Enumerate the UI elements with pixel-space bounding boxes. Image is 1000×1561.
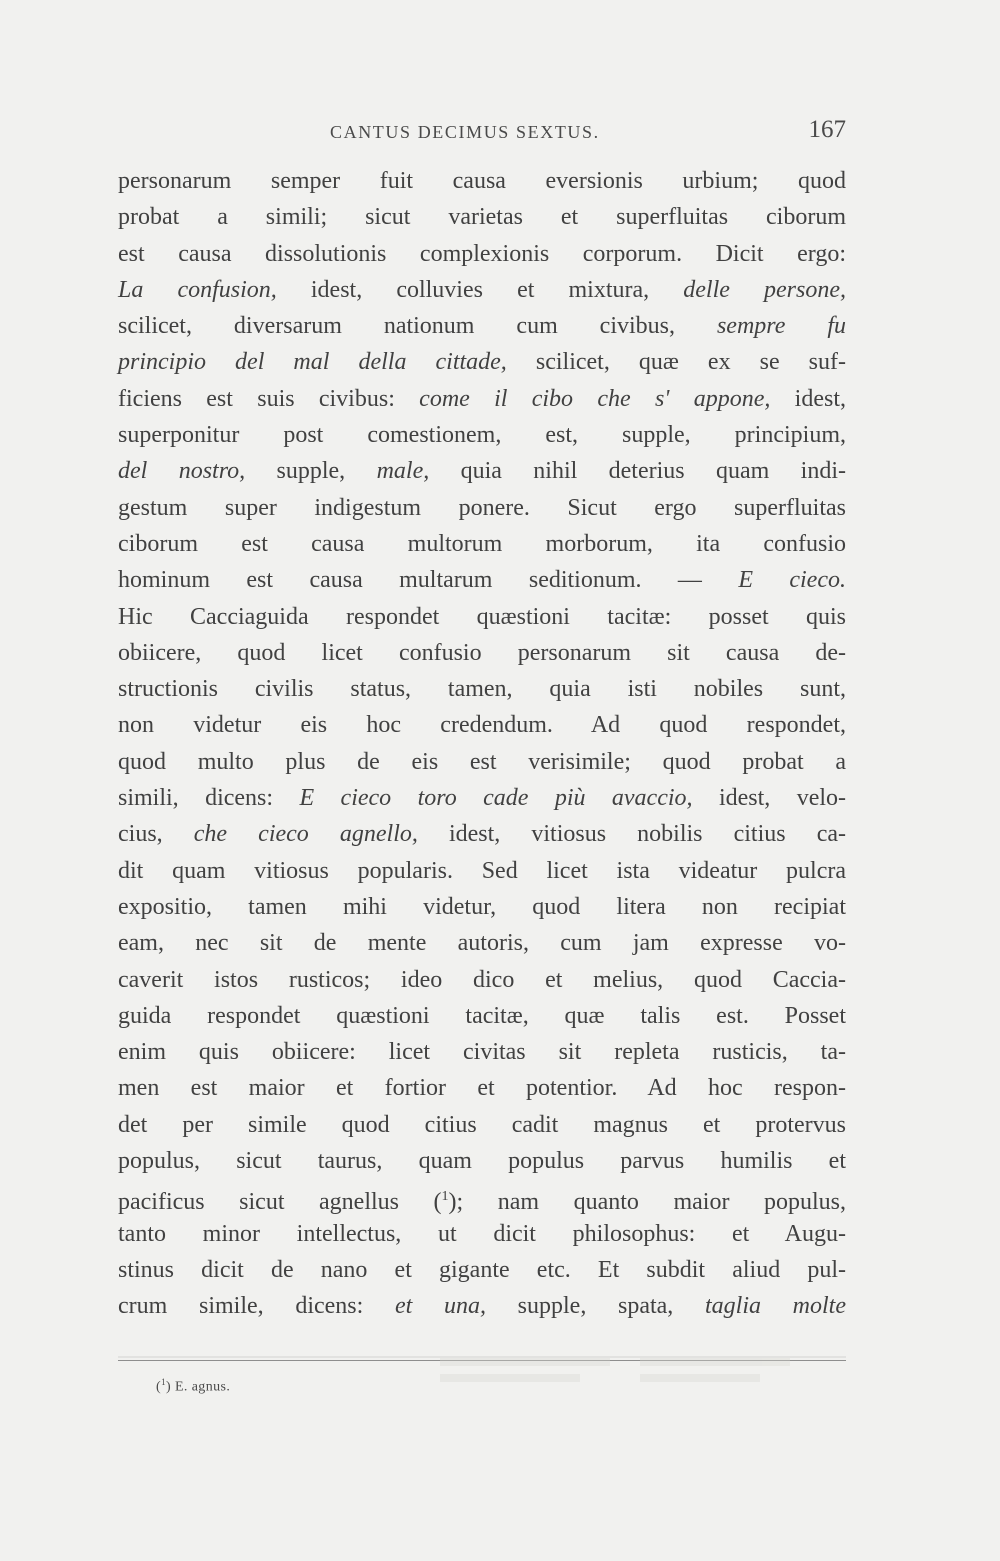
text-segment: non videtur eis hoc credendum. Ad quod respondet, xyxy=(118,712,846,739)
text-line xyxy=(118,417,846,453)
italic-quotation: delle persone, xyxy=(683,276,846,303)
italic-quotation: La confusion, xyxy=(118,276,277,303)
text-segment: pacificus sicut agnellus ( xyxy=(118,1189,442,1216)
text-line xyxy=(118,1179,846,1215)
text-segment: idest, colluvies et mixtura, xyxy=(276,276,684,303)
text-segment: populus, sicut taurus, quam populus parvus humilis et xyxy=(118,1148,846,1175)
text-segment: eam, nec sit de mente autoris, cum jam expresse vo- xyxy=(118,930,846,957)
text-segment: ciborum est causa multorum morborum, ita confusio xyxy=(118,530,846,557)
text-line xyxy=(118,816,846,852)
text-segment: guida respondet quæstioni tacitæ, quæ talis est. Posset xyxy=(118,1002,846,1029)
text-segment: quia nihil deterius quam indi- xyxy=(429,458,846,485)
text-line xyxy=(118,1252,846,1288)
text-segment: cius, xyxy=(118,821,194,848)
text-segment: stinus dicit de nano et gigante etc. Et subdit aliud pul- xyxy=(118,1256,846,1283)
text-segment: crum simile, dicens: xyxy=(118,1293,395,1320)
footnote-reference: 1 xyxy=(441,1189,449,1205)
bleed-through-text xyxy=(640,1350,820,1410)
text-line xyxy=(118,599,846,635)
text-segment: det per simile quod citius cadit magnus et protervus xyxy=(118,1111,846,1138)
text-line xyxy=(118,526,846,562)
text-line xyxy=(118,1216,846,1252)
bleed-through-text xyxy=(440,1350,620,1410)
text-line xyxy=(118,671,846,707)
text-segment: Hic Cacciaguida respondet quæstioni tacitæ: posset quis xyxy=(118,603,846,630)
footnote-marker: 1 xyxy=(161,1377,166,1387)
text-segment: gestum super indigestum ponere. Sicut ergo superfluitas xyxy=(118,494,846,521)
text-segment: scilicet, diversarum nationum cum civibus, xyxy=(118,313,717,340)
italic-quotation: E cieco toro cade più avaccio, xyxy=(299,785,693,812)
text-segment: idest, vitiosus nobilis citius ca- xyxy=(417,821,846,848)
text-line xyxy=(118,453,846,489)
text-line xyxy=(118,925,846,961)
italic-quotation: E cieco. xyxy=(738,567,846,594)
text-segment: personarum semper fuit causa eversionis urbium; quod xyxy=(118,168,846,194)
text-segment: tanto minor intellectus, ut dicit philosophus: et Augu- xyxy=(118,1220,846,1247)
footnote: ($^1$) E. agnus. xyxy=(156,1377,231,1395)
footnote-text: E. agnus. xyxy=(174,1379,231,1395)
text-line xyxy=(118,308,846,344)
text-segment: ); nam quanto maior populus, xyxy=(448,1189,846,1216)
italic-quotation: et una, xyxy=(394,1293,486,1320)
text-segment: supple, spata, xyxy=(485,1293,705,1320)
italic-quotation: come il cibo che s' appone, xyxy=(419,385,771,412)
running-head xyxy=(118,116,846,150)
text-line xyxy=(118,1143,846,1179)
text-segment: ficiens est suis civibus: xyxy=(118,385,420,412)
italic-quotation: male, xyxy=(376,458,430,485)
text-line xyxy=(118,236,846,272)
text-segment: superponitur post comestionem, est, supple, principium, xyxy=(118,422,846,449)
italic-quotation: sempre fu xyxy=(716,313,846,340)
text-line xyxy=(118,780,846,816)
text-segment: supple, xyxy=(245,458,377,485)
text-segment: probat a simili; sicut varietas et superfluitas ciborum xyxy=(118,204,846,231)
text-segment: quod multo plus de eis est verisimile; quod probat a xyxy=(118,748,846,775)
text-line xyxy=(118,1288,846,1324)
text-line xyxy=(118,1034,846,1070)
text-line xyxy=(118,635,846,671)
italic-quotation: taglia molte xyxy=(704,1293,846,1320)
text-line xyxy=(118,562,846,598)
running-title: CANTUS DECIMUS SEXTUS. xyxy=(330,122,600,142)
text-segment: est causa dissolutionis complexionis corporum. Dicit ergo: xyxy=(118,240,846,267)
text-segment: obiicere, quod licet confusio personarum sit causa de- xyxy=(118,639,846,666)
text-line xyxy=(118,853,846,889)
text-line xyxy=(118,199,846,235)
text-segment: idest, velo- xyxy=(692,785,847,812)
text-line xyxy=(118,1107,846,1143)
italic-quotation: che cieco agnello, xyxy=(193,821,418,848)
text-line xyxy=(118,381,846,417)
text-segment: idest, xyxy=(770,385,846,412)
text-line xyxy=(118,1070,846,1106)
text-segment: hominum est causa multarum seditionum. — xyxy=(118,567,739,594)
text-segment: men est maior et fortior et potentior. Ad hoc respon- xyxy=(118,1075,846,1102)
text-line xyxy=(118,272,846,308)
text-segment: simili, dicens: xyxy=(118,785,300,812)
text-segment: enim quis obiicere: licet civitas sit repleta rusticis, ta- xyxy=(118,1039,846,1066)
text-line xyxy=(118,962,846,998)
body-text xyxy=(118,163,846,1325)
page-number: 167 xyxy=(808,116,846,143)
text-line xyxy=(118,344,846,380)
text-line xyxy=(118,998,846,1034)
text-segment: scilicet, quæ ex se suf- xyxy=(506,349,846,376)
text-segment: expositio, tamen mihi videtur, quod litera non recipiat xyxy=(118,893,846,920)
text-line xyxy=(118,707,846,743)
text-line xyxy=(118,163,846,199)
text-segment: dit quam vitiosus popularis. Sed licet ista videatur pulcra xyxy=(118,857,846,884)
italic-quotation: principio del mal della cittade, xyxy=(118,349,507,376)
text-line xyxy=(118,490,846,526)
text-segment: structionis civilis status, tamen, quia isti nobiles sunt, xyxy=(118,676,846,703)
italic-quotation: del nostro, xyxy=(118,458,246,485)
text-line xyxy=(118,744,846,780)
text-segment: caverit istos rusticos; ideo dico et melius, quod Caccia- xyxy=(118,966,846,993)
text-line xyxy=(118,889,846,925)
